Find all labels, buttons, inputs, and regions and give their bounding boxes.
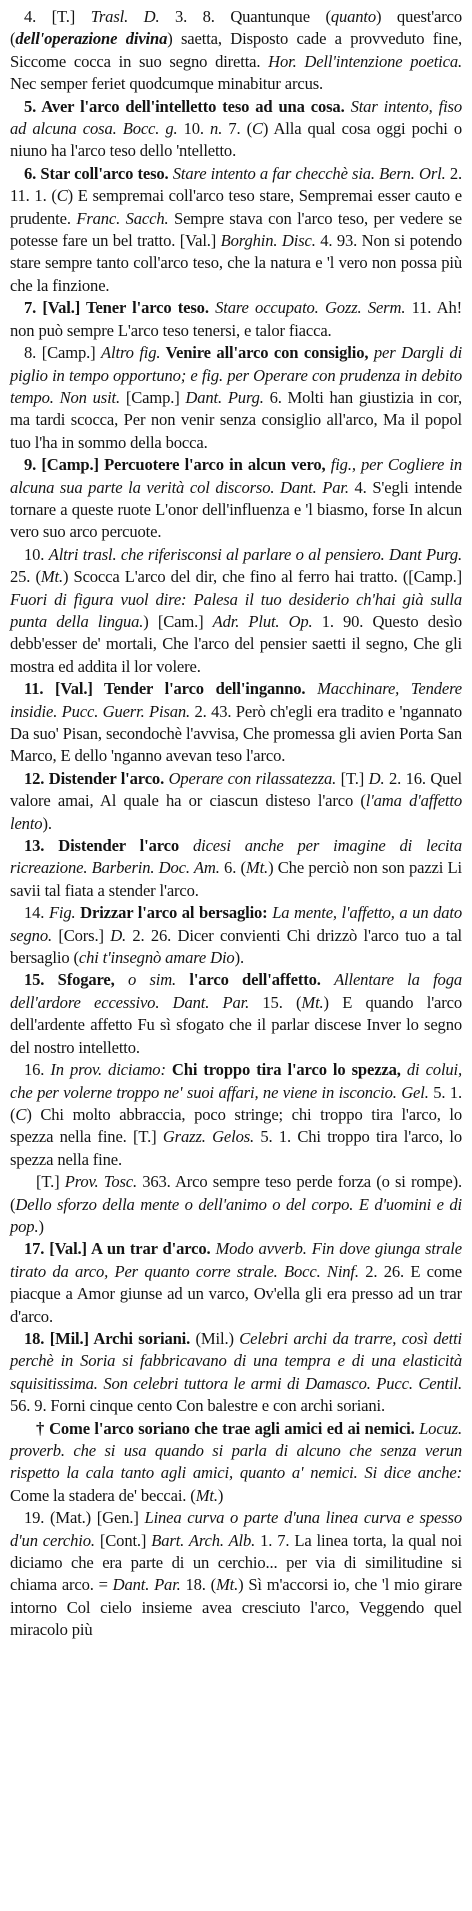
dictionary-entry <box>10 1171 462 1238</box>
entry-text: 2. 11. 1. ( <box>10 163 462 206</box>
entry-headword: 12. Distender l'arco. <box>24 768 165 788</box>
dictionary-entry <box>10 1507 462 1641</box>
entry-text: [Cors.] <box>51 925 111 945</box>
entry-text: 4. [T.] <box>24 7 91 26</box>
dictionary-entry <box>10 297 462 342</box>
entry-text: 56. 9. Forni cinque cento Con balestre e con archi soriani. <box>10 1396 386 1416</box>
entry-text: ). <box>234 948 244 968</box>
entry-italic-text: La mente, l'affetto, a un dato segno. <box>10 903 462 945</box>
entry-text: ). <box>42 813 52 833</box>
entry-italic-text: n. <box>210 119 223 139</box>
entry-italic-text: Star intento, fiso ad alcuna cosa. Bocc. g. <box>10 96 463 139</box>
entry-italic-text: Macchinare, Tendere insidie. Pucc. Guerr. Pisan. <box>10 679 463 721</box>
entry-headword: Chi troppo tira l'arco lo spezza, <box>165 1060 401 1080</box>
dictionary-entry <box>10 678 462 768</box>
entry-text: [T.] <box>336 768 369 788</box>
entry-text: 5. 1. Chi troppo tira l'arco, lo spezza nella fine. <box>10 1127 462 1169</box>
entry-text: 3. 8. Quantunque ( <box>159 7 331 26</box>
entry-text: ) Chi molto abbraccia, poco stringe; chi troppo tira l'arco, lo spezza nella fine. [T.] <box>10 1104 462 1147</box>
entry-italic-text: per Dargli di piglio in tempo opportuno; e fig. per Operare con prudenza in debito tempo. Non usit. <box>10 343 463 407</box>
entry-text: ) Sì m'accorsi io, che 'l mio girare intorno Col cielo insieme avea cresciuto l'arco, Veggendo quel miracolo più <box>10 1575 463 1640</box>
entry-text: 2. 26. Dicer convienti Chi drizzò l'arco tuo a tal bersaglio ( <box>10 925 462 968</box>
entry-text: 6. ( <box>219 858 246 878</box>
entry-italic-text: C <box>251 119 263 139</box>
entry-text: ) E quando l'arco dell'ardente affetto Fu sì sfogato che il parlar discese Inver lo segno del nostro intelletto. <box>10 992 462 1057</box>
entry-italic-text: Mt. <box>245 858 269 878</box>
entry-text <box>305 679 317 698</box>
entry-text: [Cont.] <box>94 1530 152 1550</box>
dictionary-entry <box>10 969 462 1059</box>
entry-italic-text: Dello sforzo della mente o dell'animo o del corpo. E d'uomini e di pop. <box>10 1194 462 1236</box>
entry-text: (Mil.) <box>190 1328 240 1348</box>
entry-text: 14. <box>24 903 49 923</box>
dictionary-entry <box>10 1328 462 1418</box>
entry-headword: 5. Aver l'arco dell'intelletto teso ad una cosa. <box>24 96 345 116</box>
entry-headword: 13. Distender l'arco <box>24 836 180 856</box>
dictionary-entry <box>10 96 462 163</box>
entry-text: 363. Arco sempre teso perde forza (o si rompe). ( <box>10 1172 462 1214</box>
entry-text: 5. 1. ( <box>10 1082 462 1124</box>
entry-italic-text: In prov. diciamo: <box>50 1060 166 1080</box>
entry-text: ) E sempremai coll'arco teso stare, Sempremai esser cauto e prudente. <box>10 186 462 228</box>
entry-italic-text: Adr. Plut. Op. <box>212 611 313 631</box>
entry-text: 7. ( <box>222 119 252 139</box>
entry-text: 16. <box>24 1060 51 1080</box>
entry-text: Nec semper feriet quodcumque minabitur arcus. <box>10 74 324 94</box>
entry-italic-text: C <box>15 1104 27 1124</box>
entry-italic-text: Hor. Dell'intenzione poetica. <box>268 51 463 71</box>
entry-headword: 6. Star coll'arco teso. <box>24 163 169 183</box>
entry-headword: Venire all'arco con consiglio, <box>160 343 369 363</box>
entry-italic-text: D. <box>110 925 127 945</box>
entry-text: 1. 90. Questo desìo debb'esser de' mortali, Che l'arco del pensier saetti il segno, Che gli mostra ed addita il lor volere. <box>10 611 462 676</box>
entry-text <box>179 836 193 855</box>
entry-italic-text: Stare occupato. Gozz. Serm. <box>215 298 406 318</box>
entry-text: [Camp.] <box>120 387 186 407</box>
entry-text: 8. [Camp.] <box>24 343 102 363</box>
entry-text: 25. ( <box>10 567 41 587</box>
entry-headword: 18. [Mil.] Archi soriani. <box>24 1328 191 1348</box>
dictionary-entry <box>10 835 462 902</box>
entry-italic-text: Borghin. Disc. <box>220 231 316 251</box>
entry-text: 2. 26. E come piacque a Amor giunse ad un varco, Ov'ella gli era presso ad un trar d'arco. <box>10 1261 462 1326</box>
entry-italic-text: Altri trasl. che riferisconsi al parlare o al pensiero. Dant Purg. <box>48 544 462 564</box>
entry-text: 11. Ah! non può sempre L'arco teso tenersi, e talor fiacca. <box>10 298 462 340</box>
entry-text: ) Scocca L'arco del dir, che fino al ferro hai tratto. ([Camp.] <box>62 567 462 587</box>
entry-text <box>321 970 334 989</box>
entry-text: ) <box>217 1485 224 1505</box>
entry-text: ) <box>38 1216 44 1236</box>
entry-italic-text: quanto <box>330 7 377 26</box>
entry-italic-text: Mt. <box>40 567 63 587</box>
entry-italic-text: Prov. Tosc. <box>64 1172 137 1192</box>
entry-text: ) saetta, Disposto cade a provveduto fine, Siccome cocca in suo segno diretta. <box>10 29 462 71</box>
entry-italic-text: Franc. Sacch. <box>76 208 169 228</box>
entry-italic-text: Dant. Par. <box>112 1575 181 1595</box>
entry-headword: 9. [Camp.] Percuotere l'arco in alcun vero, <box>24 455 326 475</box>
entry-text: 4. S'egli intende tornare a queste ruote L'onor dell'influenza e 'l biasmo, forse In alcun vero suo arco percuote. <box>10 477 462 542</box>
entry-text: 2. 43. Però ch'egli era tradito e 'ngannato Da suo' Pisan, secondochè l'avvisa, Che promessa gli avien Porta San Marco, E dello 'nganno avevan teso l'arco. <box>10 701 462 766</box>
entry-text: ) Che perciò non son pazzi Li savii tal fiata a stender l'arco. <box>10 858 462 900</box>
entry-italic-text: Bart. Arch. Alb. <box>151 1530 256 1550</box>
entry-text: 18. ( <box>180 1575 216 1595</box>
entry-italic-text: di colui, che per volerne troppo ne' suoi affari, ne viene in isconcio. Gel. <box>10 1060 463 1102</box>
entry-italic-text: Celebri archi da trarre, così detti perchè in Soria si fabbricavano di una tempra e di una elasticità squisitissima. Son celebri tuttora le armi di Damasco. Pucc. Centil. <box>10 1328 462 1393</box>
entry-italic-text: D. <box>368 768 385 788</box>
entry-text: Sempre stava con l'arco teso, per vedere se potesse fare un bel tratto. [Val.] <box>10 208 463 251</box>
entry-text: ) quest'arco ( <box>10 7 463 49</box>
dictionary-entry <box>10 6 462 96</box>
entry-text: 10. <box>24 544 49 564</box>
entry-italic-text: Grazz. Gelos. <box>162 1127 255 1147</box>
entry-italic-text: Locuz. proverb. che si usa quando si parla di alcuno che senza verun rispetto la cala tanto agli amici, quanto a' nemici. Si dice anche: <box>10 1418 462 1483</box>
dictionary-entry <box>10 454 462 544</box>
entry-italic-text: Dant. Purg. <box>185 387 264 407</box>
entry-text: 19. (Mat.) [Gen.] <box>24 1508 145 1528</box>
entry-headword: dell'operazione divina <box>15 29 168 49</box>
entry-text: ) Alla qual cosa oggi pochi o niuno ha l'arco teso dello 'ntelletto. <box>10 119 462 161</box>
entry-italic-text: l'ama d'affetto lento <box>10 791 462 833</box>
entry-italic-text: Modo avverb. Fin dove giunga strale tirato da arco, Per quanto corre strale. Bocc. Ninf. <box>10 1239 462 1281</box>
dictionary-entry <box>10 1059 462 1171</box>
entry-italic-text: Mt. <box>301 992 324 1012</box>
entry-headword: Drizzar l'arco al bersaglio: <box>75 903 268 923</box>
entry-italic-text: chi t'insegnò amare Dio <box>78 948 235 968</box>
entry-headword: † Come l'arco soriano che trae agli amici ed ai nemici. <box>36 1418 415 1438</box>
entry-italic-text: dicesi anche per imagine di lecita ricreazione. Barberin. Doc. Am. <box>10 836 462 878</box>
entry-italic-text: Mt. <box>195 1485 218 1505</box>
entry-italic-text: C <box>56 186 68 206</box>
entry-italic-text: Mt. <box>216 1575 239 1595</box>
entry-text: 2. 16. Quel valore amai, Al quale ha or ciascun disteso l'arco ( <box>10 768 462 811</box>
dictionary-entry <box>10 902 462 969</box>
entry-italic-text: o sim. <box>127 970 177 990</box>
entry-text: ) [Cam.] <box>143 611 213 631</box>
entry-italic-text: Altro fig. <box>101 343 161 363</box>
entry-italic-text: Allentare la foga dell'ardore eccessivo. Dant. Par. <box>10 970 462 1012</box>
entry-italic-text: Fig. <box>48 903 76 923</box>
entry-italic-text: fig., per Cogliere in alcuna sua parte la verità col discorso. Dant. Par. <box>10 455 463 497</box>
entry-text <box>115 970 128 989</box>
entry-headword: 17. [Val.] A un trar d'arco. <box>24 1239 211 1259</box>
entry-headword: 15. Sfogare, <box>24 970 115 990</box>
entry-text: 1. 7. La linea torta, la qual noi diciamo che era parte di un cerchio... per via di similitudine si chiama arco. = <box>10 1530 462 1595</box>
entry-italic-text: Operare con rilassatezza. <box>168 768 337 788</box>
entry-text: 4. 93. Non si potendo stare sempre tanto coll'arco teso, che la natura e 'l vero non possa più che la finzione. <box>10 231 462 295</box>
entry-headword: 7. [Val.] Tener l'arco teso. <box>24 298 209 318</box>
dictionary-entry <box>10 544 462 678</box>
entry-text: 15. ( <box>249 992 302 1012</box>
dictionary-entry <box>10 1418 462 1508</box>
entry-text: 10. <box>177 119 211 139</box>
dictionary-entry <box>10 342 462 454</box>
entry-text: 6. Molti han giustizia in cor, ma tardi scocca, Per non venir senza consiglio all'arco, Ma il popol tuo l'ha in sommo della bocca. <box>10 387 462 452</box>
entry-text: Come la stadera de' beccai. ( <box>10 1485 196 1505</box>
entry-italic-text: Trasl. D. <box>90 7 160 26</box>
dictionary-entry <box>10 163 462 297</box>
entry-text: [T.] <box>36 1172 65 1192</box>
dictionary-entry <box>10 1238 462 1328</box>
entry-headword: 11. [Val.] Tender l'arco dell'inganno. <box>24 679 306 699</box>
entry-italic-text: Fuori di figura vuol dire: Palesa il tuo desiderio ch'hai già sulla punta della lingua. <box>10 589 462 631</box>
entry-italic-text: Linea curva o parte d'una linea curva e spesso d'un cerchio. <box>10 1508 462 1550</box>
dictionary-entry <box>10 768 462 835</box>
entry-headword: l'arco dell'affetto. <box>176 970 321 990</box>
entry-italic-text: Stare intento a far checchè sia. Bern. Orl. <box>172 163 446 183</box>
